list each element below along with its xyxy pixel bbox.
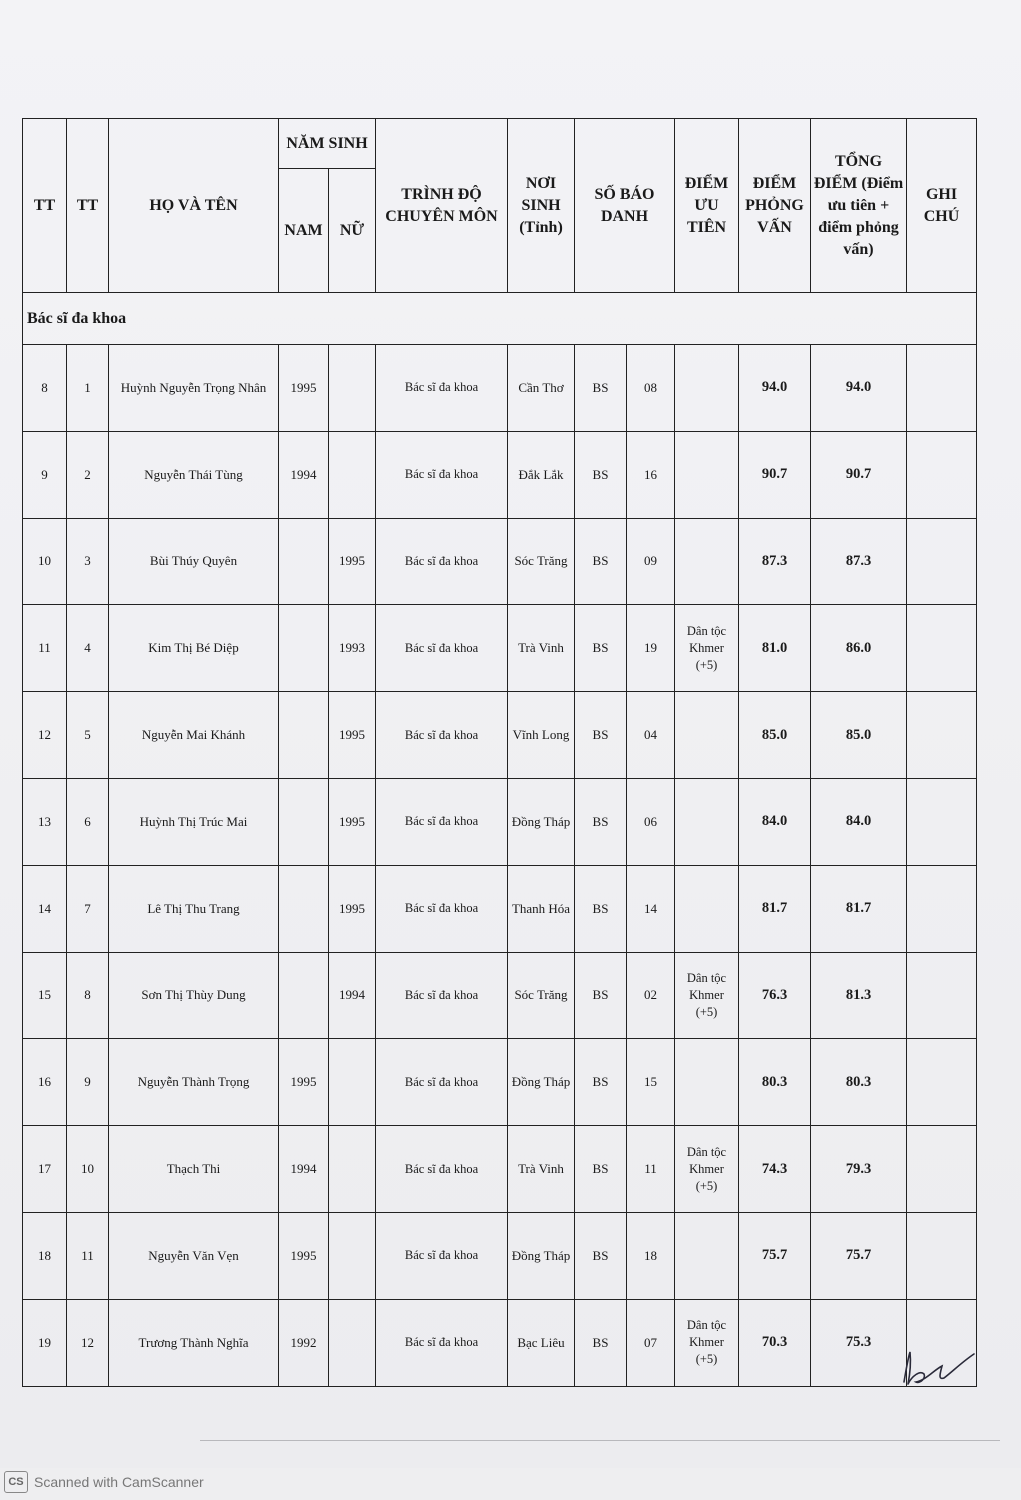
cell-name: Nguyễn Mai Khánh xyxy=(109,692,279,779)
cell-qualification: Bác sĩ đa khoa xyxy=(376,518,508,605)
cell-tt: 17 xyxy=(23,1126,67,1213)
cell-birthplace: Vĩnh Long xyxy=(508,692,575,779)
cell-birth-female: 1995 xyxy=(329,778,376,865)
cell-interview: 81.0 xyxy=(739,605,811,692)
cell-stt: 2 xyxy=(67,431,109,518)
cell-birth-male xyxy=(279,778,329,865)
table-row xyxy=(23,1039,977,1126)
camscanner-text: Scanned with CamScanner xyxy=(34,1474,204,1490)
cell-total: 87.3 xyxy=(811,518,907,605)
cell-qualification: Bác sĩ đa khoa xyxy=(376,605,508,692)
cell-exam-number: 06 xyxy=(627,778,675,865)
header-name: HỌ VÀ TÊN xyxy=(109,119,279,293)
cell-total: 81.7 xyxy=(811,865,907,952)
cell-name: Huỳnh Nguyễn Trọng Nhân xyxy=(109,345,279,432)
table-row xyxy=(23,431,977,518)
cell-tt: 18 xyxy=(23,1212,67,1299)
cell-exam-number: 09 xyxy=(627,518,675,605)
cell-exam-number: 16 xyxy=(627,431,675,518)
cell-stt: 4 xyxy=(67,605,109,692)
cell-priority xyxy=(675,518,739,605)
table-row xyxy=(23,1212,977,1299)
section-row xyxy=(23,293,977,345)
cell-exam-number: 04 xyxy=(627,692,675,779)
header-female: NỮ xyxy=(329,169,376,293)
cell-interview: 81.7 xyxy=(739,865,811,952)
cell-stt: 3 xyxy=(67,518,109,605)
cell-qualification: Bác sĩ đa khoa xyxy=(376,431,508,518)
cell-exam-prefix: BS xyxy=(575,865,627,952)
results-table xyxy=(22,118,977,1387)
cell-priority: Dân tộc Khmer (+5) xyxy=(675,1126,739,1213)
cell-note xyxy=(907,345,977,432)
cell-exam-number: 11 xyxy=(627,1126,675,1213)
cell-birth-female xyxy=(329,431,376,518)
cell-name: Thạch Thi xyxy=(109,1126,279,1213)
table-row xyxy=(23,1126,977,1213)
cell-exam-prefix: BS xyxy=(575,431,627,518)
table-row xyxy=(23,692,977,779)
header-tt-1: TT xyxy=(23,119,67,293)
cell-total: 84.0 xyxy=(811,778,907,865)
cell-exam-number: 07 xyxy=(627,1299,675,1386)
table-row xyxy=(23,1299,977,1386)
cell-birth-female: 1995 xyxy=(329,518,376,605)
cell-tt: 19 xyxy=(23,1299,67,1386)
header-notes: GHI CHÚ xyxy=(907,119,977,293)
cell-interview: 84.0 xyxy=(739,778,811,865)
cell-note xyxy=(907,431,977,518)
cell-birth-male: 1995 xyxy=(279,345,329,432)
cell-name: Sơn Thị Thùy Dung xyxy=(109,952,279,1039)
cell-name: Bùi Thúy Quyên xyxy=(109,518,279,605)
cell-note xyxy=(907,692,977,779)
cell-exam-prefix: BS xyxy=(575,1299,627,1386)
cell-note xyxy=(907,952,977,1039)
cell-birth-male xyxy=(279,692,329,779)
cell-tt: 14 xyxy=(23,865,67,952)
cell-note xyxy=(907,1126,977,1213)
cell-birthplace: Trà Vinh xyxy=(508,1126,575,1213)
cell-stt: 10 xyxy=(67,1126,109,1213)
cell-priority: Dân tộc Khmer (+5) xyxy=(675,605,739,692)
cell-exam-prefix: BS xyxy=(575,605,627,692)
cell-priority xyxy=(675,431,739,518)
cell-priority xyxy=(675,778,739,865)
cell-interview: 74.3 xyxy=(739,1126,811,1213)
cell-interview: 85.0 xyxy=(739,692,811,779)
header-qualification: TRÌNH ĐỘ CHUYÊN MÔN xyxy=(376,119,508,293)
header-tt-2: TT xyxy=(67,119,109,293)
cell-tt: 11 xyxy=(23,605,67,692)
cell-tt: 13 xyxy=(23,778,67,865)
cell-birthplace: Cần Thơ xyxy=(508,345,575,432)
cell-total: 86.0 xyxy=(811,605,907,692)
cell-exam-prefix: BS xyxy=(575,1126,627,1213)
cell-tt: 10 xyxy=(23,518,67,605)
cell-birthplace: Đồng Tháp xyxy=(508,1039,575,1126)
cell-exam-number: 19 xyxy=(627,605,675,692)
cell-exam-prefix: BS xyxy=(575,778,627,865)
header-interview-points: ĐIỂM PHỎNG VẤN xyxy=(739,119,811,293)
cell-tt: 9 xyxy=(23,431,67,518)
cell-birth-male: 1994 xyxy=(279,431,329,518)
cell-stt: 5 xyxy=(67,692,109,779)
cell-total: 75.3 xyxy=(811,1299,907,1386)
cell-stt: 1 xyxy=(67,345,109,432)
cell-birth-male: 1992 xyxy=(279,1299,329,1386)
header-priority-points: ĐIỂM ƯU TIÊN xyxy=(675,119,739,293)
cell-priority xyxy=(675,865,739,952)
cell-birthplace: Thanh Hóa xyxy=(508,865,575,952)
cell-exam-prefix: BS xyxy=(575,345,627,432)
cell-birthplace: Sóc Trăng xyxy=(508,952,575,1039)
cell-stt: 7 xyxy=(67,865,109,952)
cell-birth-male xyxy=(279,865,329,952)
cell-birthplace: Trà Vinh xyxy=(508,605,575,692)
cell-birth-female xyxy=(329,1126,376,1213)
cell-birthplace: Đồng Tháp xyxy=(508,1212,575,1299)
cell-interview: 94.0 xyxy=(739,345,811,432)
header-row-1 xyxy=(23,119,977,169)
cell-birth-female xyxy=(329,1299,376,1386)
cell-stt: 9 xyxy=(67,1039,109,1126)
cell-birthplace: Sóc Trăng xyxy=(508,518,575,605)
cell-exam-prefix: BS xyxy=(575,692,627,779)
cell-name: Nguyễn Thành Trọng xyxy=(109,1039,279,1126)
header-birthplace: NƠI SINH (Tỉnh) xyxy=(508,119,575,293)
cell-birth-male xyxy=(279,952,329,1039)
cell-exam-number: 18 xyxy=(627,1212,675,1299)
cell-name: Nguyễn Thái Tùng xyxy=(109,431,279,518)
cell-qualification: Bác sĩ đa khoa xyxy=(376,952,508,1039)
cell-birthplace: Bạc Liêu xyxy=(508,1299,575,1386)
cell-name: Kim Thị Bé Diệp xyxy=(109,605,279,692)
cell-note xyxy=(907,778,977,865)
cell-stt: 12 xyxy=(67,1299,109,1386)
cell-exam-number: 14 xyxy=(627,865,675,952)
cell-note xyxy=(907,1212,977,1299)
table-row xyxy=(23,778,977,865)
cell-priority xyxy=(675,1039,739,1126)
cell-tt: 8 xyxy=(23,345,67,432)
cell-interview: 87.3 xyxy=(739,518,811,605)
cell-tt: 16 xyxy=(23,1039,67,1126)
cell-stt: 6 xyxy=(67,778,109,865)
cell-note xyxy=(907,865,977,952)
cell-birth-female: 1994 xyxy=(329,952,376,1039)
cell-birth-female: 1995 xyxy=(329,692,376,779)
cell-qualification: Bác sĩ đa khoa xyxy=(376,1212,508,1299)
cell-note xyxy=(907,518,977,605)
cell-total: 80.3 xyxy=(811,1039,907,1126)
cell-name: Trương Thành Nghĩa xyxy=(109,1299,279,1386)
cell-exam-number: 15 xyxy=(627,1039,675,1126)
cell-birth-female xyxy=(329,1212,376,1299)
table-row xyxy=(23,865,977,952)
cell-interview: 90.7 xyxy=(739,431,811,518)
cell-tt: 15 xyxy=(23,952,67,1039)
cell-name: Huỳnh Thị Trúc Mai xyxy=(109,778,279,865)
table-row xyxy=(23,605,977,692)
cell-exam-prefix: BS xyxy=(575,1039,627,1126)
cell-tt: 12 xyxy=(23,692,67,779)
cell-priority: Dân tộc Khmer (+5) xyxy=(675,952,739,1039)
header-total-points: TỔNG ĐIỂM (Điểm ưu tiên + điểm phỏng vấn) xyxy=(811,119,907,293)
cell-total: 94.0 xyxy=(811,345,907,432)
cell-qualification: Bác sĩ đa khoa xyxy=(376,692,508,779)
footer-rule xyxy=(200,1440,1000,1441)
cell-total: 90.7 xyxy=(811,431,907,518)
cell-exam-prefix: BS xyxy=(575,952,627,1039)
cell-qualification: Bác sĩ đa khoa xyxy=(376,865,508,952)
cell-stt: 8 xyxy=(67,952,109,1039)
cell-birth-male xyxy=(279,605,329,692)
table-row xyxy=(23,952,977,1039)
cell-qualification: Bác sĩ đa khoa xyxy=(376,778,508,865)
cell-birth-male: 1995 xyxy=(279,1039,329,1126)
camscanner-watermark xyxy=(4,1471,204,1493)
cell-note xyxy=(907,1039,977,1126)
cell-birth-male: 1994 xyxy=(279,1126,329,1213)
cell-qualification: Bác sĩ đa khoa xyxy=(376,1299,508,1386)
cell-birthplace: Đồng Tháp xyxy=(508,778,575,865)
cell-exam-prefix: BS xyxy=(575,518,627,605)
header-exam-number: SỐ BÁO DANH xyxy=(575,119,675,293)
cell-priority: Dân tộc Khmer (+5) xyxy=(675,1299,739,1386)
cell-priority xyxy=(675,1212,739,1299)
cell-total: 81.3 xyxy=(811,952,907,1039)
camscanner-logo: CS xyxy=(4,1471,28,1493)
cell-birthplace: Đắk Lắk xyxy=(508,431,575,518)
cell-birth-female: 1993 xyxy=(329,605,376,692)
cell-name: Nguyễn Văn Vẹn xyxy=(109,1212,279,1299)
cell-qualification: Bác sĩ đa khoa xyxy=(376,1039,508,1126)
cell-name: Lê Thị Thu Trang xyxy=(109,865,279,952)
table-row xyxy=(23,518,977,605)
cell-total: 85.0 xyxy=(811,692,907,779)
cell-interview: 80.3 xyxy=(739,1039,811,1126)
cell-total: 79.3 xyxy=(811,1126,907,1213)
cell-priority xyxy=(675,692,739,779)
section-title: Bác sĩ đa khoa xyxy=(23,293,977,345)
cell-birth-female: 1995 xyxy=(329,865,376,952)
cell-interview: 75.7 xyxy=(739,1212,811,1299)
cell-birth-female xyxy=(329,1039,376,1126)
cell-exam-number: 08 xyxy=(627,345,675,432)
cell-birth-male: 1995 xyxy=(279,1212,329,1299)
cell-interview: 70.3 xyxy=(739,1299,811,1386)
table-row xyxy=(23,345,977,432)
cell-qualification: Bác sĩ đa khoa xyxy=(376,1126,508,1213)
cell-priority xyxy=(675,345,739,432)
cell-note xyxy=(907,605,977,692)
handwritten-signature xyxy=(898,1340,978,1390)
cell-exam-number: 02 xyxy=(627,952,675,1039)
cell-interview: 76.3 xyxy=(739,952,811,1039)
cell-exam-prefix: BS xyxy=(575,1212,627,1299)
header-birth-year: NĂM SINH xyxy=(279,119,376,169)
header-male: NAM xyxy=(279,169,329,293)
cell-birth-male xyxy=(279,518,329,605)
cell-stt: 11 xyxy=(67,1212,109,1299)
cell-total: 75.7 xyxy=(811,1212,907,1299)
cell-birth-female xyxy=(329,345,376,432)
cell-qualification: Bác sĩ đa khoa xyxy=(376,345,508,432)
